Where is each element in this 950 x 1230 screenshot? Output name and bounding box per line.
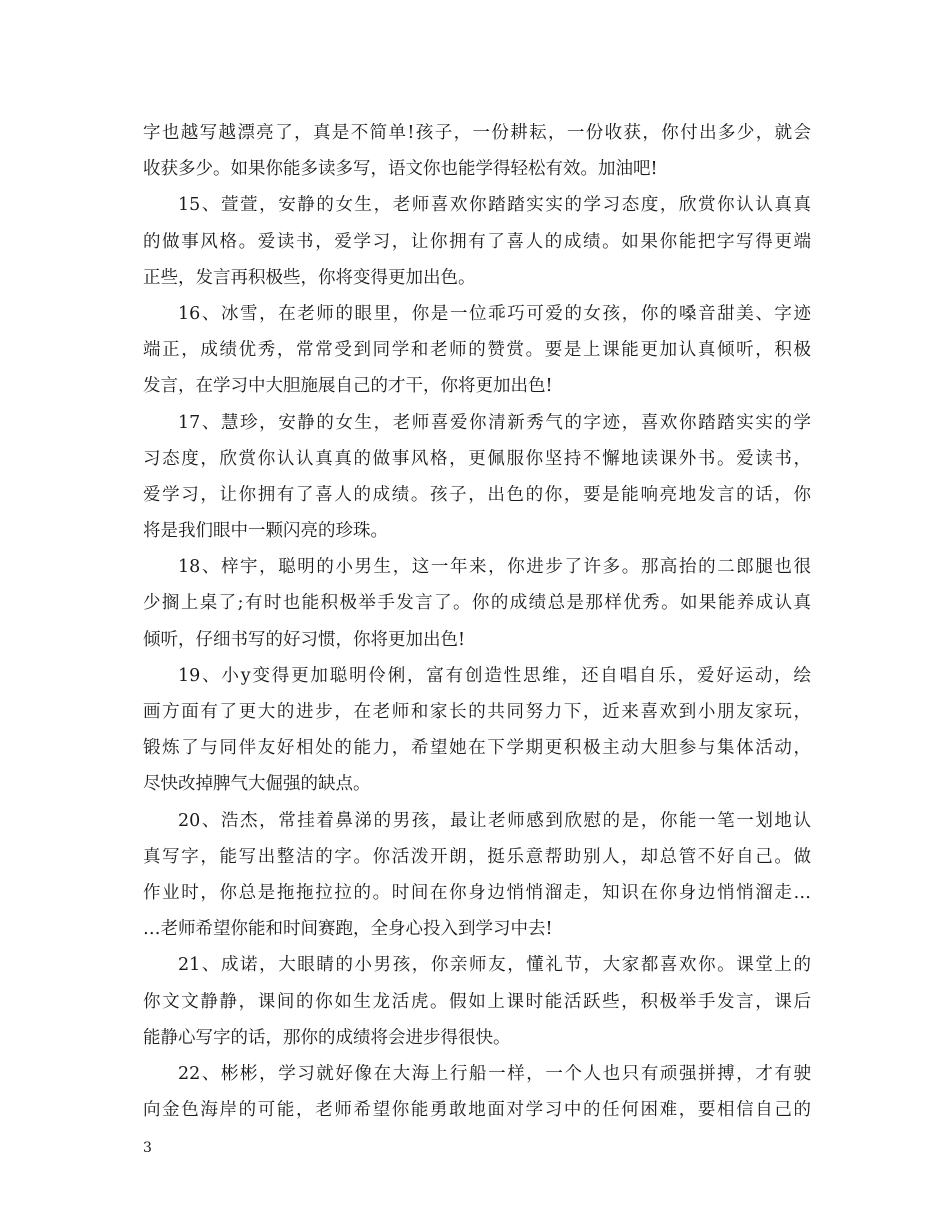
text-line: 少搁上桌了;有时也能积极举手发言了。你的成绩总是那样优秀。如果能养成认真 [143,593,811,614]
text-line: 的做事风格。爱读书，爱学习，让你拥有了喜人的成绩。如果你能把字写得更端 [143,231,811,252]
text-line: 16、冰雪，在老师的眼里，你是一位乖巧可爱的女孩，你的嗓音甜美、字迹 [178,303,811,324]
text-line: 画方面有了更大的进步，在老师和家长的共同努力下，近来喜欢到小朋友家玩， [143,702,811,722]
text-line: 17、慧珍，安静的女生，老师喜爱你清新秀气的字迹，喜欢你踏踏实实的学 [178,412,811,433]
text-line: 21、成诺，大眼睛的小男孩，你亲师友，懂礼节，大家都喜欢你。课堂上的 [178,955,811,976]
text-line: 发言，在学习中大胆施展自己的才干，你将更加出色! [143,376,553,397]
text-line: 18、梓宇，聪明的小男生，这一年来，你进步了许多。那高抬的二郎腿也很 [178,557,811,578]
text-line: 倾听，仔细书写的好习惯，你将更加出色! [143,629,466,650]
page-number: 3 [143,1140,152,1156]
text-line: 习态度，欣赏你认认真真的做事风格，更佩服你坚持不懈地读课外书。爱读书， [143,448,811,469]
text-line: 能静心写字的话，那你的成绩将会进步得很快。 [143,1027,511,1048]
text-line: 15、萱萱，安静的女生，老师喜欢你踏踏实实的学习态度，欣赏你认认真真 [178,195,811,216]
text-line: 收获多少。如果你能多读多写，语文你也能学得轻松有效。加油吧! [143,159,658,180]
body-text [143,115,811,1128]
text-line: 正些，发言再积极些，你将变得更加出色。 [143,267,476,288]
text-line: …老师希望你能和时间赛跑，全身心投入到学习中去! [143,919,553,940]
text-line: 爱学习，让你拥有了喜人的成绩。孩子，出色的你，要是能响亮地发言的话，你 [143,484,811,505]
text-line: 22、彬彬，学习就好像在大海上行船一样，一个人也只有顽强拼搏，才有驶 [178,1063,811,1084]
text-line: 将是我们眼中一颗闪亮的珍珠。 [143,521,388,542]
text-line: 字也越写越漂亮了，真是不简单!孩子，一份耕耘，一份收获，你付出多少，就会 [143,123,811,143]
text-line: 真写字，能写出整洁的字。你活泼开朗，挺乐意帮助别人，却总管不好自己。做 [143,846,811,867]
text-line: 20、浩杰，常挂着鼻涕的男孩，最让老师感到欣慰的是，你能一笔一划地认 [178,810,811,831]
text-line: 19、小y变得更加聪明伶俐，富有创造性思维，还自唱自乐，爱好运动，绘 [178,665,811,686]
text-line: 端正，成绩优秀，常常受到同学和老师的赞赏。要是上课能更加认真倾听，积极 [143,340,811,361]
text-line: 作业时，你总是拖拖拉拉的。时间在你身边悄悄溜走，知识在你身边悄悄溜走… [143,882,811,903]
text-line: 你文文静静，课间的你如生龙活虎。假如上课时能活跃些，积极举手发言，课后 [143,991,811,1012]
text-line: 锻炼了与同伴友好相处的能力，希望她在下学期更积极主动大胆参与集体活动， [143,738,811,759]
text-line: 向金色海岸的可能，老师希望你能勇敢地面对学习中的任何困难，要相信自己的 [143,1100,811,1121]
text-line: 尽快改掉脾气大倔强的缺点。 [143,774,371,795]
